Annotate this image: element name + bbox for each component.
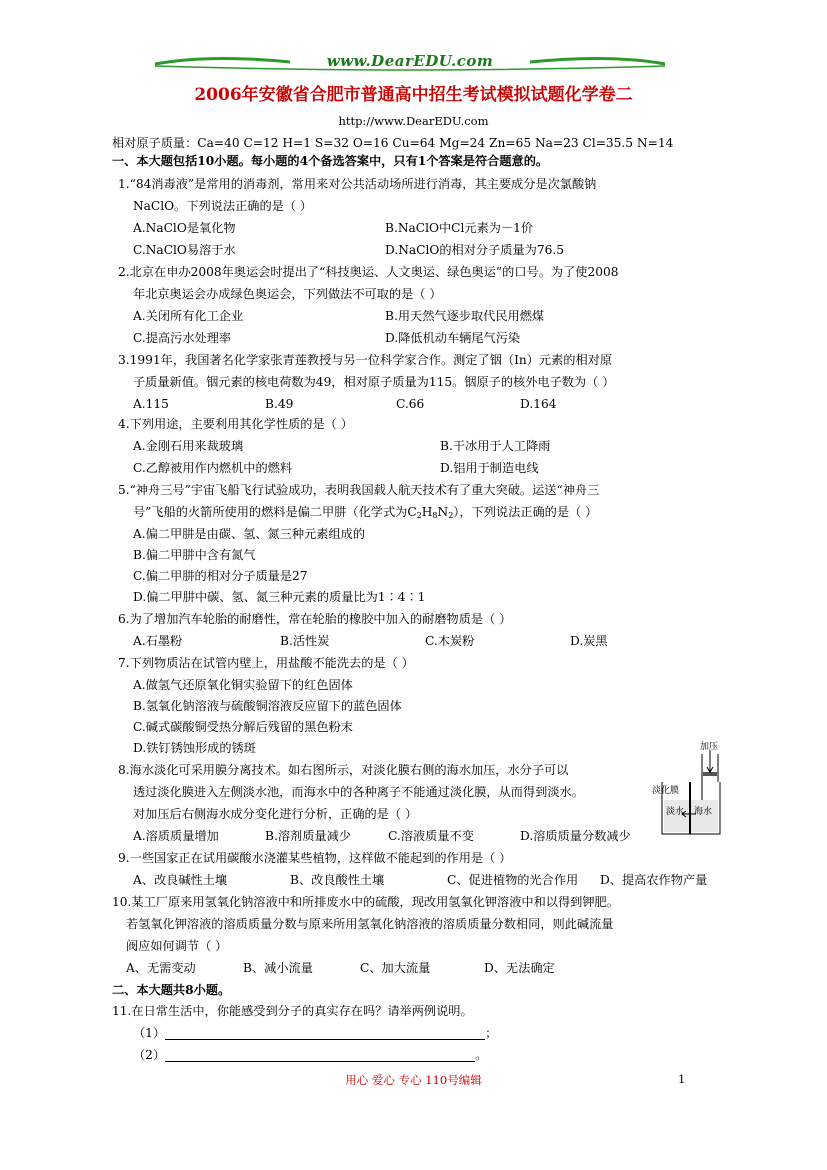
q5-stem-line1: 5.“神舟三号”宇宙飞船飞行试验成功，表明我国载人航天技术有了重大突破。运送“神舟三 <box>118 483 600 497</box>
q9-option-c: C、促进植物的光合作用 <box>447 873 579 887</box>
q1-stem-line2: NaClO。下列说法正确的是（ ） <box>133 199 313 213</box>
site-banner <box>150 50 670 74</box>
q10-stem-line3: 阀应如何调节（ ） <box>126 939 228 953</box>
q1-option-c: C.NaClO易溶于水 <box>133 243 236 257</box>
q8-stem-line1: 8.海水淡化可采用膜分离技术。如右图所示，对淡化膜右侧的海水加压，水分子可以 <box>118 763 569 777</box>
figure-label-fresh-water: 淡水 <box>666 807 685 817</box>
q7-stem-line1: 7.下列物质沾在试管内壁上，用盐酸不能洗去的是（ ） <box>118 656 414 670</box>
q4-option-a: A.金刚石用来裁玻璃 <box>133 439 244 453</box>
q1-stem-line1: 1.“84消毒液”是常用的消毒剂，常用来对公共活动场所进行消毒，其主要成分是次氯酸钠 <box>118 177 597 191</box>
page-number: 1 <box>678 1072 686 1086</box>
q9-option-d: D、提高农作物产量 <box>600 873 708 887</box>
q2-stem-line1: 2.北京在申办2008年奥运会时提出了“科技奥运、人文奥运、绿色奥运”的口号。为了使2008 <box>118 265 619 279</box>
q2-option-c: C.提高污水处理率 <box>133 331 232 345</box>
q1-option-b: B.NaClO中Cl元素为－1价 <box>385 221 534 235</box>
q6-option-b: B.活性炭 <box>280 634 330 648</box>
q3-stem-line1: 3.1991年，我国著名化学家张青莲教授与另一位科学家合作。测定了铟（In）元素的相对原 <box>118 353 613 367</box>
q8-option-d: D.溶质质量分数减少 <box>520 829 631 843</box>
q11-answer-row-2: （2） 。 <box>133 1048 488 1062</box>
q6-option-d: D.炭黑 <box>570 634 608 648</box>
q8-stem-line2: 透过淡化膜进入左侧淡水池，而海水中的各种离子不能通过淡化膜，从而得到淡水。 <box>133 785 584 799</box>
q3-option-a: A.115 <box>133 397 169 411</box>
q11-label-2: （2） <box>133 1048 166 1062</box>
q3-option-c: C.66 <box>396 397 425 411</box>
q11-stem-line1: 11.在日常生活中，你能感受到分子的真实存在吗？请举两例说明。 <box>112 1004 473 1018</box>
q5-stem-line2: 号”飞船的火箭所使用的燃料是偏二甲肼（化学式为$C_2H_8N_2$），下列说法正确的是（ ） <box>133 505 598 520</box>
q5-option-c: C.偏二甲肼的相对分子质量是27 <box>133 569 308 583</box>
q4-option-c: C.乙醇被用作内燃机中的燃料 <box>133 461 293 475</box>
q10-stem-line1: 10.某工厂原来用氢氧化钠溶液中和所排废水中的硫酸，现改用氢氧化钾溶液中和以得到钾肥。 <box>112 895 619 909</box>
figure-label-membrane: 淡化膜 <box>652 786 680 796</box>
q7-option-b: B.氢氧化钠溶液与硫酸铜溶液反应留下的蓝色固体 <box>133 699 402 713</box>
q7-option-d: D.铁钉锈蚀形成的锈斑 <box>133 741 256 755</box>
q6-option-c: C.木炭粉 <box>425 634 475 648</box>
q9-option-b: B、改良酸性土壤 <box>290 873 385 887</box>
q11-answer-blank-1[interactable] <box>165 1026 485 1040</box>
q3-stem-line2: 子质量新值。铟元素的核电荷数为49，相对原子质量为115。铟原子的核外电子数为（ ） <box>133 375 615 389</box>
q5-option-d: D.偏二甲肼中碳、氢、氮三种元素的质量比为1∶4∶1 <box>133 590 426 604</box>
q3-option-b: B.49 <box>265 397 294 411</box>
q2-option-b: B.用天然气逐步取代民用燃煤 <box>385 309 545 323</box>
q10-stem-line2: 若氢氧化钾溶液的溶质质量分数与原来所用氢氧化钠溶液的溶质质量分数相同，则此碱流量 <box>126 917 614 931</box>
q8-option-b: B.溶剂质量减少 <box>265 829 351 843</box>
q1-option-d: D.NaClO的相对分子质量为76.5 <box>385 243 564 257</box>
q8-option-a: A.溶质质量增加 <box>133 829 219 843</box>
membrane-diagram <box>652 740 722 838</box>
q5-option-b: B.偏二甲肼中含有氮气 <box>133 548 256 562</box>
q11-label-1: （1） <box>133 1026 166 1040</box>
q9-option-a: A、改良碱性土壤 <box>133 873 228 887</box>
q3-option-d: D.164 <box>520 397 557 411</box>
q2-stem-line2: 年北京奥运会办成绿色奥运会，下列做法不可取的是（ ） <box>133 287 442 301</box>
atomic-masses: 相对原子质量：Ca=40 C=12 H=1 S=32 O=16 Cu=64 Mg=24 Zn=65 Na=23 Cl=35.5 N=14 <box>112 136 674 150</box>
figure-label-sea-water: 海水 <box>694 807 713 817</box>
q10-option-a: A、无需变动 <box>126 961 196 975</box>
q9-stem-line1: 9.一些国家正在试用碳酸水浇灌某些植物，这样做不能起到的作用是（ ） <box>118 851 512 865</box>
q8-option-c: C.溶液质量不变 <box>388 829 474 843</box>
q4-stem-line1: 4.下列用途，主要利用其化学性质的是（ ） <box>118 417 353 431</box>
q4-option-d: D.铝用于制造电线 <box>440 461 539 475</box>
q5-option-a: A.偏二甲肼是由碳、氢、氮三种元素组成的 <box>133 527 366 541</box>
figure-label-pressure: 加压 <box>700 742 719 752</box>
q7-option-a: A.做氢气还原氧化铜实验留下的红色固体 <box>133 678 353 692</box>
q10-option-b: B、减小流量 <box>243 961 313 975</box>
banner-text: www.DearEDU.com <box>326 52 494 70</box>
q2-option-a: A.关闭所有化工企业 <box>133 309 244 323</box>
q10-option-d: D、无法确定 <box>484 961 555 975</box>
q8-stem-line3: 对加压后右侧海水成分变化进行分析，正确的是（ ） <box>133 807 418 821</box>
page-footer: 用心 爱心 专心 110号编辑 <box>345 1073 482 1087</box>
q6-stem-line1: 6.为了增加汽车轮胎的耐磨性，常在轮胎的橡胶中加入的耐磨物质是（ ） <box>118 612 512 626</box>
q4-option-b: B.干冰用于人工降雨 <box>440 439 551 453</box>
section1-heading: 一、本大题包括10小题。每小题的4个备选答案中，只有1个答案是符合题意的。 <box>112 154 549 168</box>
q6-option-a: A.石墨粉 <box>133 634 183 648</box>
q11-answer-row-1: （1） ； <box>133 1026 498 1040</box>
q7-option-c: C.碱式碳酸铜受热分解后残留的黑色粉末 <box>133 720 353 734</box>
page-title: 2006年安徽省合肥市普通高中招生考试模拟试题化学卷二 <box>194 85 633 105</box>
q10-option-c: C、加大流量 <box>360 961 431 975</box>
q2-option-d: D.降低机动车辆尾气污染 <box>385 331 521 345</box>
q11-answer-blank-2[interactable] <box>165 1048 475 1062</box>
site-url: http://www.DearEDU.com <box>338 114 489 128</box>
section2-heading: 二、本大题共8小题。 <box>112 983 231 997</box>
q1-option-a: A.NaClO是氧化物 <box>133 221 236 235</box>
